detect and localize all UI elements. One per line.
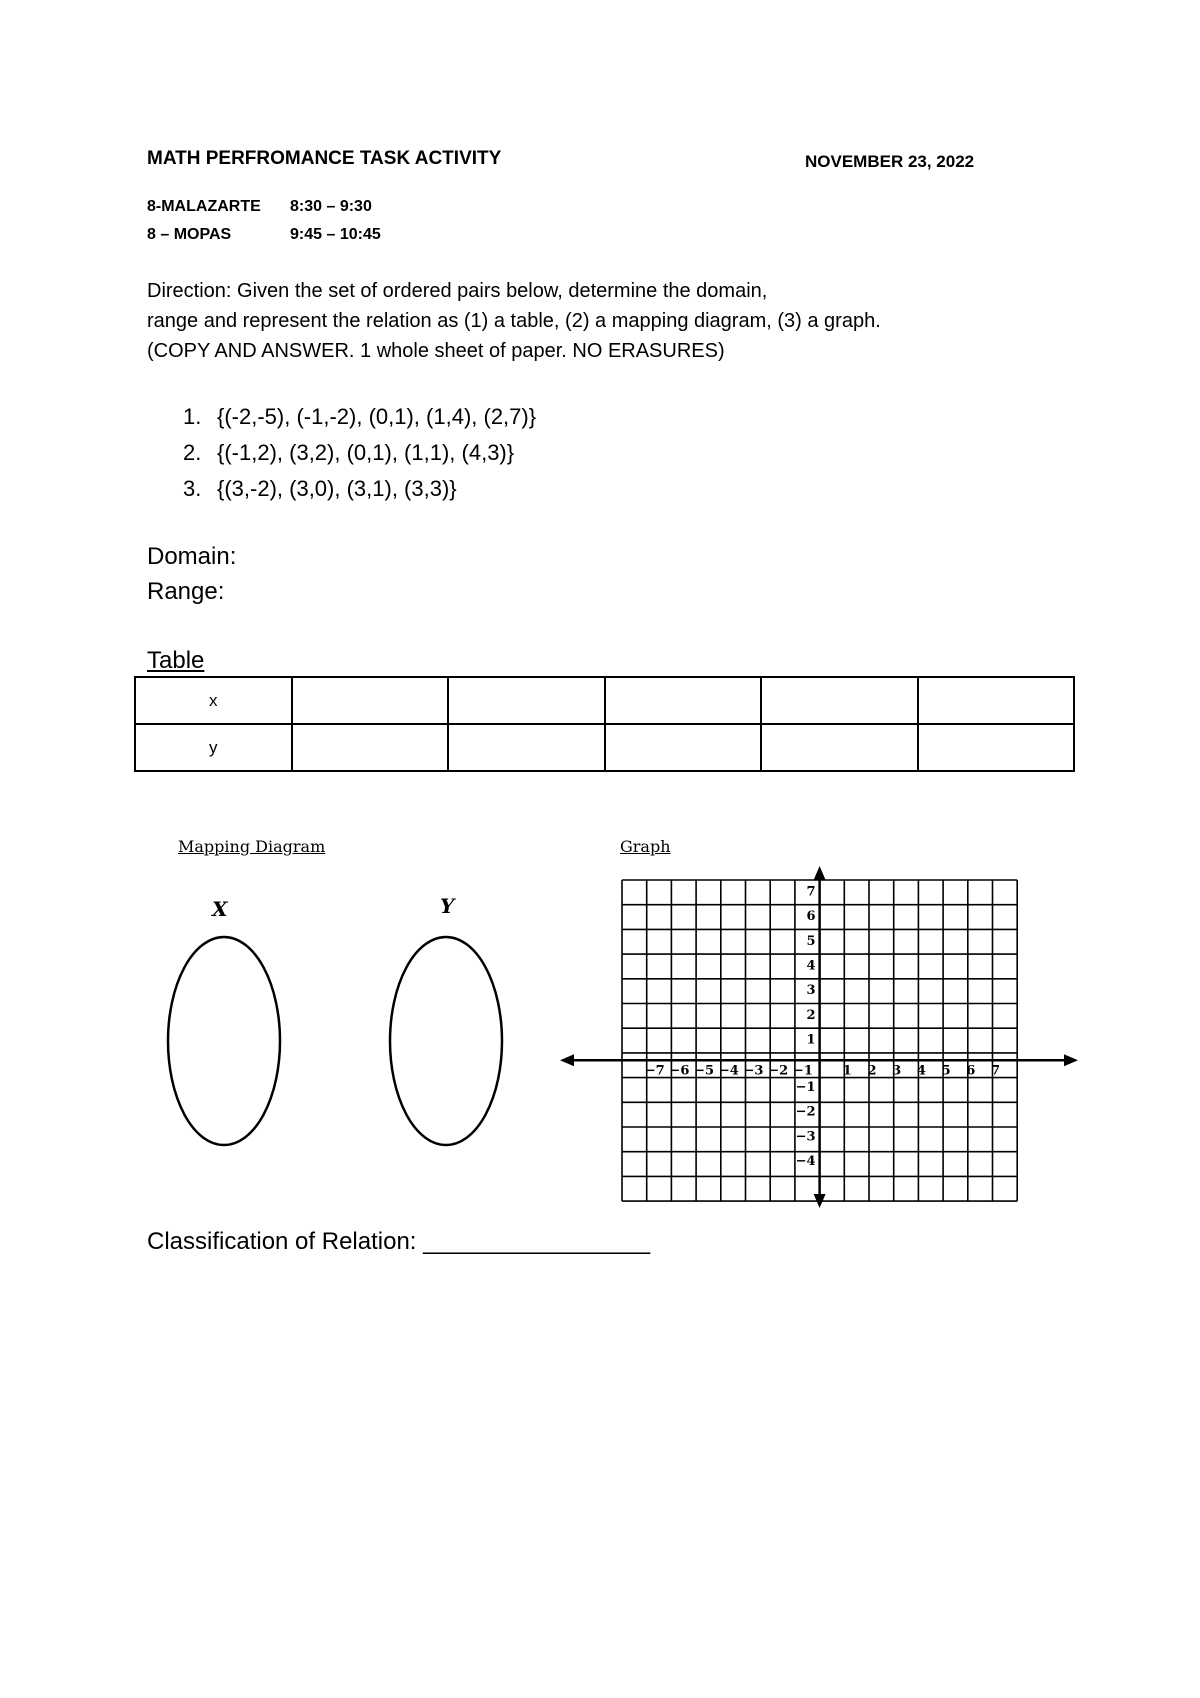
direction-line-3: (COPY AND ANSWER. 1 whole sheet of paper. NO ERASURES) [147,340,725,362]
y-tick-label: 7 [806,884,816,900]
y-tick-label: −3 [795,1129,816,1145]
problem-number: 2. [183,440,202,465]
x-tick-label: −5 [694,1063,715,1079]
x-tick-label: 3 [892,1063,902,1079]
problem-text: {(-1,2), (3,2), (0,1), (1,1), (4,3)} [217,440,515,465]
direction-line-1: Direction: Given the set of ordered pairs below, determine the domain, [147,280,768,302]
set-y-label: Y [440,894,455,918]
x-tick-label: −6 [669,1063,690,1079]
x-tick-label: 5 [941,1063,951,1079]
classification-label: Classification of Relation: _________________ [147,1228,651,1255]
x-axis-arrow-left [560,1054,574,1066]
x-tick-label: 1 [842,1063,852,1079]
set-x-label: X [212,897,228,921]
x-tick-label: −2 [768,1063,789,1079]
x-tick-label: 2 [867,1063,877,1079]
problem-number: 3. [183,476,202,501]
page-title: MATH PERFROMANCE TASK ACTIVITY [147,148,502,169]
problem-text: {(3,-2), (3,0), (3,1), (3,3)} [217,476,457,501]
y-axis-arrow-up [814,866,826,880]
y-tick-label: −1 [795,1080,816,1096]
graph-heading: Graph [620,837,671,856]
direction-line-2: range and represent the relation as (1) a table, (2) a mapping diagram, (3) a graph. [147,310,881,332]
domain-label: Domain: [147,543,237,570]
y-tick-label: 3 [806,983,816,999]
x-tick-label: 4 [916,1063,926,1079]
x-tick-label: 6 [966,1063,976,1079]
y-tick-label: 5 [806,933,816,949]
y-tick-label: 4 [806,958,816,974]
x-axis-arrow-right [1064,1054,1078,1066]
date: NOVEMBER 23, 2022 [805,152,975,171]
y-tick-label: 2 [806,1007,816,1023]
x-tick-label: −7 [644,1063,665,1079]
problem-number: 1. [183,404,202,429]
problem-text: {(-2,-5), (-1,-2), (0,1), (1,4), (2,7)} [217,404,537,429]
schedule-section-2: 8 – MOPAS [147,226,232,243]
schedule-section-1: 8-MALAZARTE [147,198,261,215]
x-tick-label: −3 [743,1063,764,1079]
range-label: Range: [147,578,225,605]
schedule-time-1: 8:30 – 9:30 [290,198,372,215]
x-tick-label: −1 [792,1063,813,1079]
y-tick-label: −4 [795,1154,816,1170]
schedule-time-2: 9:45 – 10:45 [290,226,381,243]
x-tick-label: 7 [990,1063,1001,1079]
x-tick-label: −4 [718,1063,739,1079]
row-header-x: x [135,677,292,724]
row-header-y: y [135,724,292,771]
y-tick-label: 6 [806,909,816,925]
y-tick-label: −2 [795,1104,816,1120]
y-tick-label: 1 [806,1032,816,1048]
mapping-diagram-heading: Mapping Diagram [178,837,326,856]
table-heading: Table [147,647,205,674]
